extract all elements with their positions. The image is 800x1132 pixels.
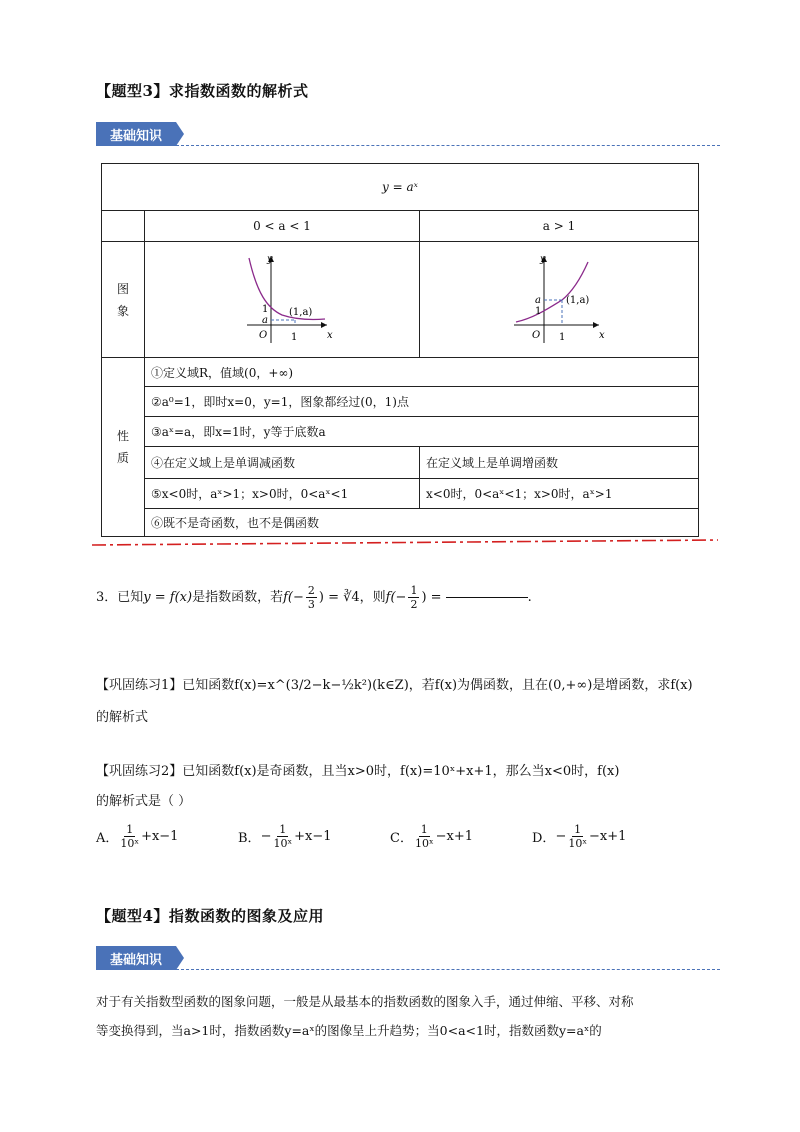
- y-one-label: 1: [262, 304, 269, 315]
- decreasing-exponential-graph: [227, 248, 337, 348]
- origin-label: O: [259, 330, 268, 341]
- option-c[interactable]: C． $\frac{1}{\text{10ˣ}}$ −x+1: [390, 823, 474, 850]
- red-dash-separator: [92, 537, 718, 547]
- props-row-label: 性 质: [102, 358, 145, 537]
- question-3: 3．已知 y = f(x) 是指数函数，若 f(− $\frac{2}{3}$ ) = ∛4，则 f(− $\frac{1}{2}$ ) = .: [96, 584, 532, 611]
- badge-arrow-icon: [176, 946, 184, 970]
- prop-4-left: ④在定义域上是单调减函数: [145, 447, 420, 479]
- practice-2-line1: 【巩固练习2】已知函数f(x)是奇函数，且当x>0时，f(x)=10ˣ+x+1，那么当x<0时，f(x): [96, 764, 620, 779]
- increasing-exponential-graph: [504, 248, 614, 348]
- svg-text:(1,a): (1,a): [566, 295, 590, 306]
- badge-arrow-icon: [176, 122, 184, 146]
- a-label: a: [262, 315, 268, 326]
- svg-text:y: y: [540, 254, 546, 265]
- section4-badge-row: [96, 946, 720, 976]
- svg-text:O: O: [532, 330, 541, 341]
- section4-para-line1: 对于有关指数型函数的图象问题，一般是从最基本的指数函数的图象入手，通过伸缩、平移、对称: [96, 994, 634, 1009]
- dashed-divider: [176, 969, 720, 970]
- section4-para-line2: 等变换得到，当a>1时，指数函数y=aˣ的图像呈上升趋势；当0<a<1时，指数函数y=aˣ的: [96, 1023, 602, 1038]
- prop-1: ①定义域R，值域(0，+∞): [145, 358, 699, 387]
- prop-5-right: x<0时，0<aˣ<1；x>0时，aˣ>1: [420, 479, 699, 509]
- practice-1-line1: 【巩固练习1】已知函数f(x)=x^(3/2−k−½k²)(k∈Z)，若f(x)为偶函数，且在(0,+∞)是增函数，求f(x): [96, 678, 693, 693]
- prop-2: ②a⁰=1，即时x=0，y=1，图象都经过(0，1)点: [145, 387, 699, 417]
- point-label: (1,a): [289, 307, 313, 318]
- x-one-label: 1: [291, 332, 298, 343]
- section3-badge-row: [96, 122, 720, 152]
- prop-6: ⑥既不是奇函数，也不是偶函数: [145, 509, 699, 537]
- svg-text:a: a: [535, 295, 541, 306]
- option-b[interactable]: B． − $\frac{1}{\text{10ˣ}}$ +x−1: [238, 823, 332, 850]
- option-d[interactable]: D． − $\frac{1}{\text{10ˣ}}$ −x+1: [532, 823, 627, 850]
- exponential-properties-table: [101, 163, 699, 537]
- dashed-divider: [176, 145, 720, 146]
- col-right-header: a > 1: [420, 211, 699, 242]
- svg-text:1: 1: [535, 306, 542, 317]
- practice-1-line2: 的解析式: [96, 710, 149, 725]
- section4-title: 【题型4】指数函数的图象及应用: [96, 907, 324, 925]
- section3-title: 【题型3】求指数函数的解析式: [96, 82, 309, 100]
- y-axis-label: y: [267, 254, 273, 265]
- option-a[interactable]: A． $\frac{1}{\text{10ˣ}}$ +x−1: [96, 823, 179, 850]
- x-axis-label: x: [327, 330, 333, 341]
- svg-text:x: x: [599, 330, 605, 341]
- empty-cell: [102, 211, 145, 242]
- table-header: y = aˣ: [102, 164, 699, 211]
- basic-knowledge-badge: 基础知识: [96, 122, 176, 146]
- col-left-header: 0 < a < 1: [145, 211, 420, 242]
- basic-knowledge-badge-2: 基础知识: [96, 946, 176, 970]
- graph-decreasing: [145, 242, 420, 358]
- graph-increasing: [420, 242, 699, 358]
- svg-text:1: 1: [559, 332, 566, 343]
- answer-blank[interactable]: [446, 597, 528, 598]
- prop-4-right: 在定义域上是单调增函数: [420, 447, 699, 479]
- prop-5-left: ⑤x<0时，aˣ>1；x>0时，0<aˣ<1: [145, 479, 420, 509]
- practice-2-line2: 的解析式是（ ）: [96, 794, 192, 809]
- graph-row-label: 图 象: [102, 242, 145, 358]
- prop-3: ③aˣ=a，即x=1时，y等于底数a: [145, 417, 699, 447]
